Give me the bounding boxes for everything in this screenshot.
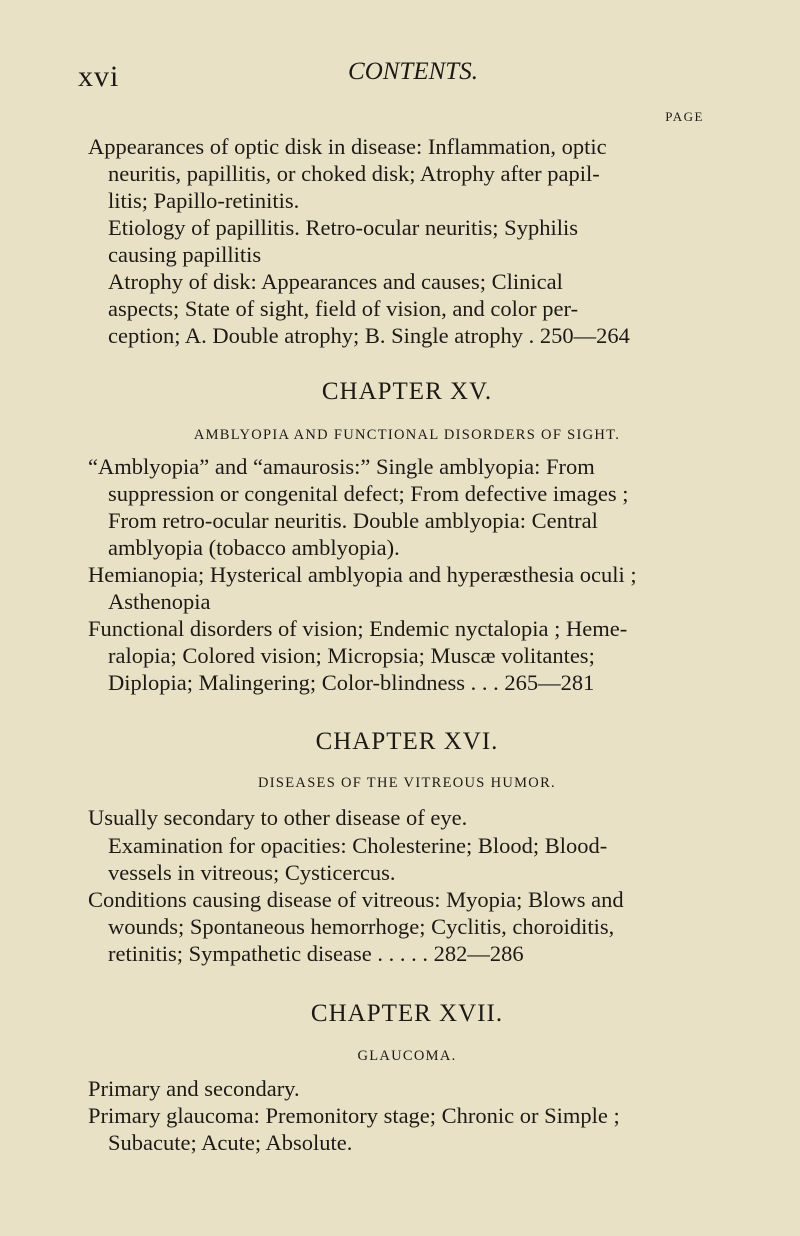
toc-line: Diplopia; Malingering; Color-blindness . . . 265—281 <box>108 670 595 695</box>
chapter-heading: CHAPTER XVI. <box>315 728 499 755</box>
page-folio: xvi <box>78 60 120 93</box>
toc-line: vessels in vitreous; Cysticercus. <box>108 860 396 885</box>
toc-line: Usually secondary to other disease of eye. <box>88 805 468 830</box>
toc-line: litis; Papillo-retinitis. <box>108 188 300 213</box>
toc-line: neuritis, papillitis, or choked disk; Atrophy after papil- <box>108 161 600 186</box>
toc-line: Functional disorders of vision; Endemic nyctalopia ; Heme- <box>88 616 628 641</box>
page-column-label: PAGE <box>665 109 704 124</box>
toc-line: Hemianopia; Hysterical amblyopia and hyperæsthesia oculi ; <box>88 562 637 587</box>
toc-line: Conditions causing disease of vitreous: Myopia; Blows and <box>88 887 624 912</box>
toc-line: Etiology of papillitis. Retro-ocular neuritis; Syphilis <box>108 215 578 240</box>
chapter-heading: CHAPTER XV. <box>321 378 493 405</box>
toc-line: ralopia; Colored vision; Micropsia; Muscæ volitantes; <box>108 643 595 668</box>
toc-line: From retro-ocular neuritis. Double amblyopia: Central <box>108 508 598 533</box>
chapter-subheading: DISEASES OF THE VITREOUS HUMOR. <box>258 775 556 791</box>
toc-line: aspects; State of sight, field of vision, and color per- <box>108 296 579 321</box>
chapter-heading: CHAPTER XVII. <box>310 1000 504 1027</box>
toc-line: amblyopia (tobacco amblyopia). <box>108 535 400 560</box>
running-head: CONTENTS. <box>348 58 478 85</box>
toc-line: suppression or congenital defect; From defective images ; <box>108 481 629 506</box>
toc-line: wounds; Spontaneous hemorrhoge; Cyclitis, choroiditis, <box>108 914 615 939</box>
toc-line: “Amblyopia” and “amaurosis:” Single amblyopia: From <box>88 454 595 479</box>
toc-line: Primary glaucoma: Premonitory stage; Chronic or Simple ; <box>88 1103 620 1128</box>
toc-line: Subacute; Acute; Absolute. <box>108 1130 353 1155</box>
toc-line: ception; A. Double atrophy; B. Single atrophy . 250—264 <box>108 323 630 348</box>
toc-line: causing papillitis <box>108 242 262 267</box>
toc-line: Examination for opacities: Cholesterine; Blood; Blood- <box>108 833 608 858</box>
toc-line: retinitis; Sympathetic disease . . . . . 282—286 <box>108 941 524 966</box>
toc-line: Appearances of optic disk in disease: Inflammation, optic <box>88 134 607 159</box>
chapter-subheading: GLAUCOMA. <box>357 1048 457 1064</box>
toc-line: Asthenopia <box>108 589 211 614</box>
toc-line: Atrophy of disk: Appearances and causes; Clinical <box>108 269 563 294</box>
chapter-subheading: AMBLYOPIA AND FUNCTIONAL DISORDERS OF SIGHT. <box>193 427 621 443</box>
toc-line: Primary and secondary. <box>88 1076 300 1101</box>
